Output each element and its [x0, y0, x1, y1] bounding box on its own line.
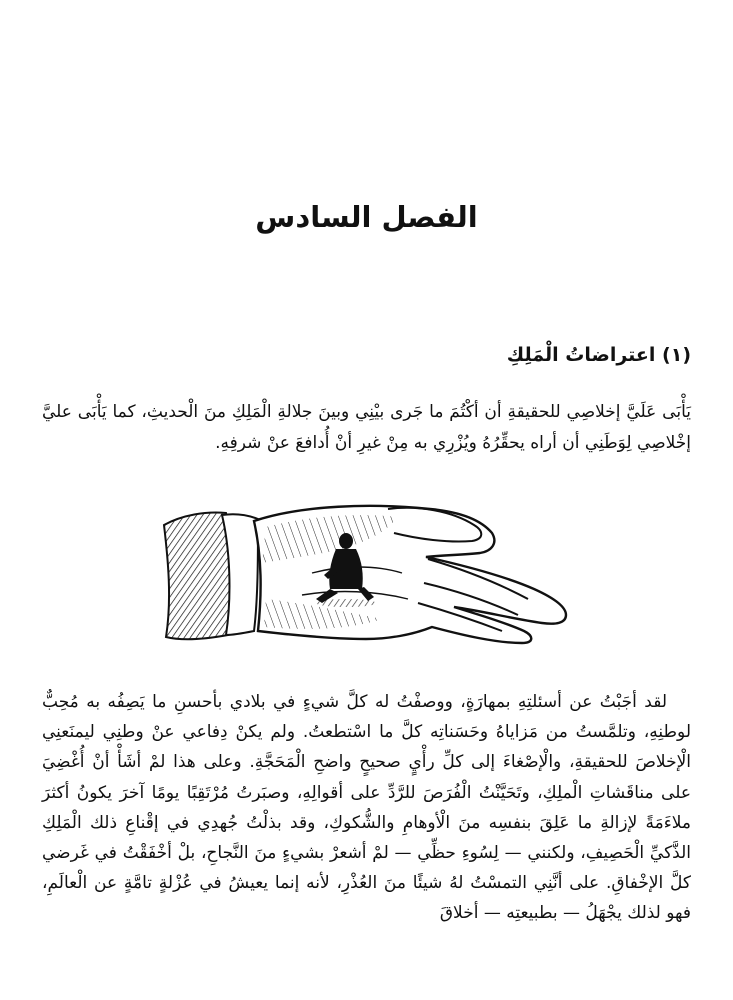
section-heading: (١) اعتراضاتُ الْمَلِكِ — [506, 344, 691, 366]
chapter-title: الفصل السادس — [255, 200, 478, 234]
body-paragraph: لقد أجَبْتُ عن أسئلتِهِ بمهارَةٍ، ووصفْتُ له كلَّ شيءٍ في بلادي بأحسنِ ما يَصِفُه به مُحِبٌّ لوطنِهِ، وتلمَّستُ من مَزاياهُ وحَسَناتِه كلَّ ما اسْتطعتُ. ولم يكنْ دِفاعي عنْ وطنِي ليمنَعنِي الْإخلاصَ للحقيقةِ، والْإصْغاءَ إلى كلِّ رأْيٍ صحيحٍ واضحِ الْمَحَجَّةِ. وعلى هذا لمْ أشَأْ أنْ أُغْضِيَ على مناقَشاتِ الْملِكِ، وتَحَيَّنْتُ الْفُرَصَ للرَّدِّ على أقوالِهِ، وصبَرتُ مُرْتَقِبًا يومًا آخرَ يكونُ أكثرَ ملاءَمَةً لإزالةِ ما عَلِقَ بنفسِه منَ الْأوهامِ والشُّكوكِ، وقد بذلْتُ جُهدِي في إقْناعِ ذلك الْمَلِكِ الذَّكيِّ الْحَصِيفِ، ولكنني — لِسُوءِ حظِّي — لمْ أشعرْ بشيءٍ منَ النَّجاحِ، بلْ أخْفَقْتُ في غَرضي كلَّ الإخْفاقِ. على أنَّنِي التمسْتُ لهُ شيئًا منَ العُذْرِ، لأنه إنما يعيشُ في عُزْلةٍ تامَّةٍ عن الْعالَمِ، فهو لذلك يجْهَلُ — بطبيعتِه — أخلاقَ — [42, 692, 691, 924]
intro-paragraph: يَأْبَى عَلَيَّ إخلاصِي للحقيقةِ أن أكْتُمَ ما جَرى بيْنِي وبينَ جلالةِ الْمَلِكِ منَ الْحديثِ، كما يَأْبَى عليَّ إخْلاصِي لِوَطَنِي أن أراه يحقِّرُهُ ويُزْرِي به مِنْ غيرِ أنْ أُدافعَ عنْ شرفِهِ. — [42, 402, 691, 453]
giant-hand-holding-tiny-figure-icon — [162, 503, 574, 645]
sleeve-cuff — [164, 513, 232, 640]
